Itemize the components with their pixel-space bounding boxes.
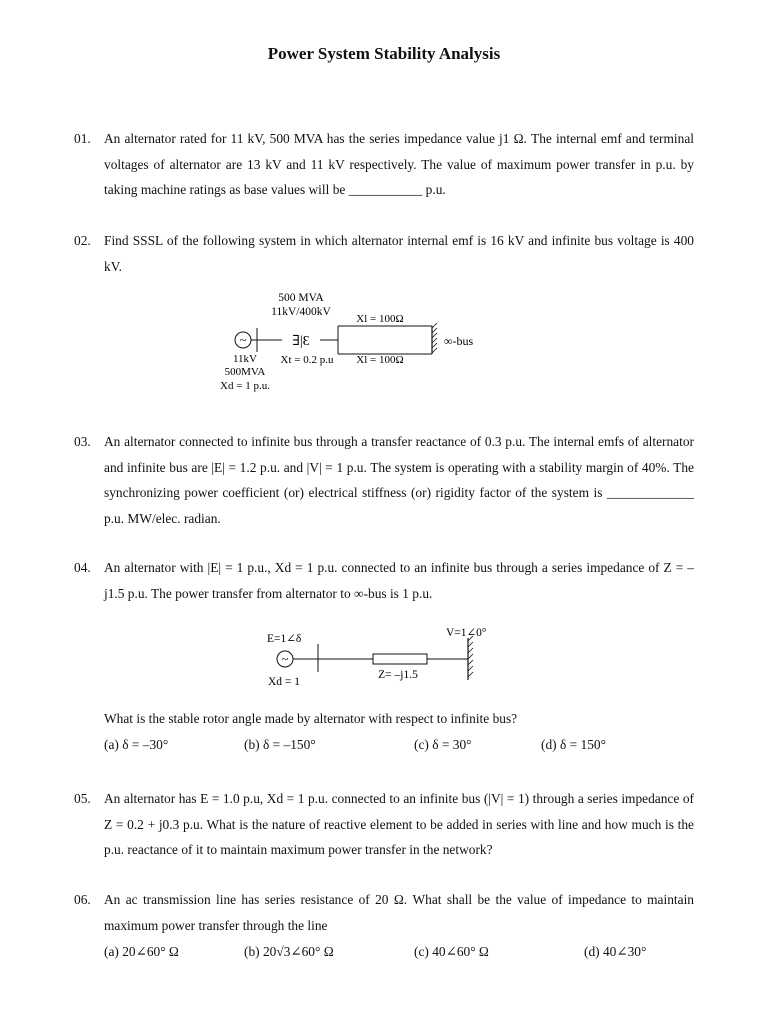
q4-options	[104, 737, 704, 759]
question-text: An alternator connected to infinite bus through a transfer reactance of 0.3 p.u. The internal emfs of alternator and infinite bus are |E| = 1.2 p.u. and |V| = 1 p.u. The system is operating with a stability margin of 40%. The synchronizing power coefficient (or) electrical stiffness (or) rigidity factor of the system is _____________ p.u. MW/elec. radian.	[104, 434, 694, 526]
question-04	[74, 555, 694, 606]
option-b: (b) δ = –150°	[244, 737, 316, 752]
question-number: 02.	[74, 233, 91, 248]
generator-tilde-icon: ~	[239, 333, 247, 347]
option-d: (d) δ = 150°	[541, 737, 606, 752]
option-d: (d) 40∠30°	[584, 944, 647, 959]
v-label: V=1∠0°	[446, 627, 487, 639]
generator-tilde-icon: ~	[281, 652, 289, 666]
question-number: 01.	[74, 131, 91, 146]
option-b: (b) 20√3∠60° Ω	[244, 944, 334, 959]
question-02	[74, 228, 694, 279]
question-05	[74, 786, 694, 863]
question-01	[74, 126, 694, 203]
line-bottom-label: Xl = 100Ω	[356, 354, 404, 366]
gen-xd-label: Xd = 1 p.u.	[220, 380, 270, 392]
xd-label: Xd = 1	[268, 676, 301, 688]
question-number: 05.	[74, 791, 91, 806]
option-a: (a) δ = –30°	[104, 737, 169, 752]
question-06	[74, 887, 694, 938]
gen-voltage-label: 11kV	[232, 353, 258, 365]
q4-sub-question: What is the stable rotor angle made by alternator with respect to infinite bus?	[104, 711, 518, 726]
question-number: 06.	[74, 892, 91, 907]
question-number: 03.	[74, 434, 91, 449]
z-label: Z= –j1.5	[378, 669, 418, 681]
q2-circuit-diagram	[210, 286, 510, 398]
transformer-symbol: ∃|Ɛ	[292, 334, 310, 349]
question-text: An alternator with |E| = 1 p.u., Xd = 1 p.u. connected to an infinite bus through a series impedance of Z = –j1.5 p.u. The power transfer from alternator to ∞-bus is 1 p.u.	[104, 560, 694, 601]
q6-options	[104, 944, 704, 966]
question-text: An alternator has E = 1.0 p.u, Xd = 1 p.u. connected to an infinite bus (|V| = 1) through a series impedance of Z = 0.2 + j0.3 p.u. What is the nature of reactive element to be added in series with line and how much is the p.u. reactance of it to maintain maximum power transfer in the network?	[104, 791, 694, 857]
gen-mva-label: 500MVA	[224, 366, 266, 378]
q4-circuit-diagram	[258, 624, 498, 692]
tx-reactance-label: Xt = 0.2 p.u	[280, 354, 334, 366]
infinite-bus-hatch	[468, 636, 473, 677]
question-03	[74, 429, 694, 531]
option-a: (a) 20∠60° Ω	[104, 944, 179, 959]
line-top-label: Xl = 100Ω	[356, 313, 404, 325]
question-text: An alternator rated for 11 kV, 500 MVA has the series impedance value j1 Ω. The internal emf and terminal voltages of alternator are 13 kV and 11 kV respectively. The value of maximum power transfer in p.u. by taking machine ratings as base values will be ___________ p.u.	[104, 131, 694, 197]
tx-voltage-label: 11kV/400kV	[271, 306, 331, 318]
option-c: (c) 40∠60° Ω	[414, 944, 489, 959]
tx-rating-label: 500 MVA	[278, 292, 324, 304]
page-title: Power System Stability Analysis	[267, 44, 501, 63]
infinite-bus-hatch	[432, 323, 437, 353]
question-number: 04.	[74, 560, 91, 575]
infinite-bus-label: ∞-bus	[444, 334, 474, 348]
impedance-box	[373, 654, 427, 664]
emf-label: E=1∠δ	[267, 633, 302, 645]
question-text: An ac transmission line has series resistance of 20 Ω. What shall be the value of impedance to maintain maximum power transfer through the line	[104, 892, 694, 933]
question-text: Find SSSL of the following system in which alternator internal emf is 16 kV and infinite bus voltage is 400 kV.	[104, 233, 694, 274]
option-c: (c) δ = 30°	[414, 737, 472, 752]
